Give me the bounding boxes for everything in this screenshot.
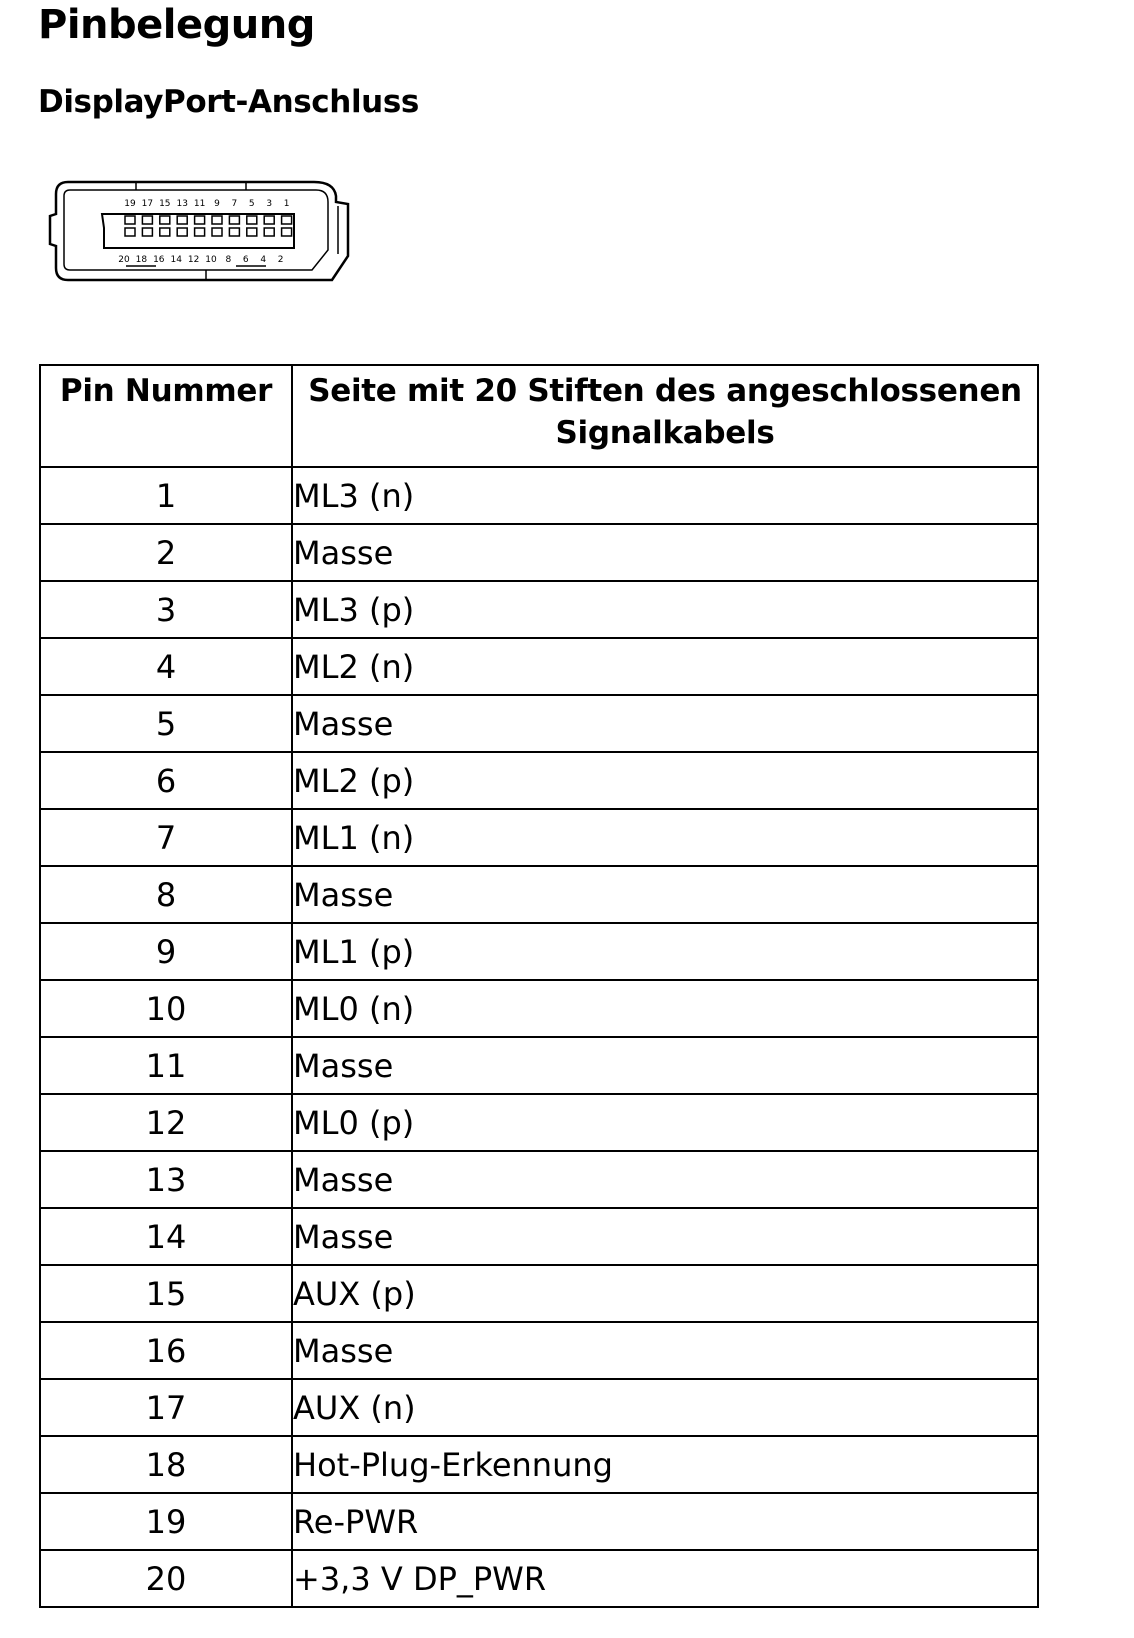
table-row <box>40 695 1038 752</box>
connector-pin-top <box>212 216 222 224</box>
connector-pin-bottom <box>125 228 135 236</box>
connector-pin-label-top: 17 <box>141 199 154 209</box>
connector-pin-bottom <box>142 228 152 236</box>
table-row <box>40 752 1038 809</box>
connector-outer-shell <box>50 182 348 280</box>
connector-pin-top <box>229 216 239 224</box>
connector-pin-label-bottom: 6 <box>242 255 249 265</box>
signal-cell: Hot-Plug-Erkennung <box>292 1436 1038 1493</box>
connector-pin-top <box>125 216 135 224</box>
pin-number-cell: 2 <box>40 524 292 581</box>
table-header-row <box>40 365 1038 467</box>
connector-pin-top <box>160 216 170 224</box>
table-row <box>40 1094 1038 1151</box>
table-row <box>40 1151 1038 1208</box>
connector-pin-label-top: 7 <box>231 199 238 209</box>
signal-cell: ML2 (n) <box>292 638 1038 695</box>
connector-pin-top <box>282 216 292 224</box>
connector-pin-label-top: 19 <box>124 199 136 209</box>
connector-pin-bottom <box>282 228 292 236</box>
connector-pin-label-bottom: 4 <box>260 255 267 265</box>
pin-number-cell: 15 <box>40 1265 292 1322</box>
connector-pin-label-bottom: 10 <box>205 255 217 265</box>
connector-pin-top <box>247 216 257 224</box>
signal-cell: AUX (n) <box>292 1379 1038 1436</box>
signal-cell: Masse <box>292 524 1038 581</box>
connector-pin-bottom <box>264 228 274 236</box>
pin-number-cell: 12 <box>40 1094 292 1151</box>
signal-cell: Masse <box>292 1208 1038 1265</box>
connector-pin-top <box>177 216 187 224</box>
connector-pin-label-bottom: 18 <box>135 255 148 265</box>
pin-number-cell: 13 <box>40 1151 292 1208</box>
pin-number-cell: 8 <box>40 866 292 923</box>
pin-number-cell: 11 <box>40 1037 292 1094</box>
connector-pin-label-top: 13 <box>176 199 188 209</box>
connector-pin-label-top: 5 <box>248 199 255 209</box>
connector-pin-label-bottom: 14 <box>170 255 182 265</box>
table-row <box>40 1265 1038 1322</box>
table-row <box>40 467 1038 524</box>
pin-assignment-table <box>39 364 1039 1608</box>
connector-pin-bottom <box>247 228 257 236</box>
table-row <box>40 866 1038 923</box>
table-row <box>40 809 1038 866</box>
table-row <box>40 581 1038 638</box>
signal-cell: Masse <box>292 695 1038 752</box>
table-row <box>40 1037 1038 1094</box>
signal-cell: Re-PWR <box>292 1493 1038 1550</box>
connector-pin-label-top: 15 <box>159 199 171 209</box>
signal-cell: Masse <box>292 1037 1038 1094</box>
table-row <box>40 923 1038 980</box>
pin-number-cell: 14 <box>40 1208 292 1265</box>
connector-pin-label-bottom: 16 <box>153 255 165 265</box>
table-row <box>40 1322 1038 1379</box>
signal-cell: Masse <box>292 866 1038 923</box>
pin-rows <box>40 467 1038 1607</box>
signal-cell: ML1 (n) <box>292 809 1038 866</box>
connector-pin-label-top: 1 <box>283 199 290 209</box>
connector-pin-label-bottom: 12 <box>187 255 200 265</box>
pin-number-cell: 20 <box>40 1550 292 1607</box>
signal-cell: ML1 (p) <box>292 923 1038 980</box>
connector-pin-label-bottom: 8 <box>225 255 232 265</box>
pin-number-cell: 4 <box>40 638 292 695</box>
connector-top-labels <box>124 199 289 209</box>
connector-pin-tongue <box>102 214 294 248</box>
table-row <box>40 1379 1038 1436</box>
connector-pin-label-top: 11 <box>193 199 206 209</box>
signal-cell: ML0 (n) <box>292 980 1038 1037</box>
pin-number-cell: 17 <box>40 1379 292 1436</box>
connector-pin-bottom <box>160 228 170 236</box>
page-title: Pinbelegung <box>38 2 315 48</box>
connector-pin-bottom <box>229 228 239 236</box>
signal-cell: ML3 (n) <box>292 467 1038 524</box>
connector-pin-top <box>264 216 274 224</box>
table-row <box>40 638 1038 695</box>
connector-pins <box>125 216 292 236</box>
section-title: DisplayPort-Anschluss <box>38 84 419 120</box>
pin-number-cell: 1 <box>40 467 292 524</box>
pin-number-cell: 19 <box>40 1493 292 1550</box>
signal-cell: ML2 (p) <box>292 752 1038 809</box>
connector-bottom-labels <box>118 255 283 265</box>
displayport-connector-diagram <box>46 176 358 302</box>
pin-number-cell: 5 <box>40 695 292 752</box>
pin-number-cell: 7 <box>40 809 292 866</box>
table-row <box>40 1550 1038 1607</box>
connector-pin-bottom <box>212 228 222 236</box>
pin-number-cell: 6 <box>40 752 292 809</box>
table-row <box>40 1436 1038 1493</box>
header-pin-number: Pin Nummer <box>40 365 292 467</box>
table-row <box>40 1493 1038 1550</box>
pin-number-cell: 10 <box>40 980 292 1037</box>
table-row <box>40 524 1038 581</box>
connector-pin-label-bottom: 2 <box>277 255 284 265</box>
signal-cell: Masse <box>292 1322 1038 1379</box>
signal-cell: ML0 (p) <box>292 1094 1038 1151</box>
connector-pin-label-bottom: 20 <box>118 255 130 265</box>
connector-pin-bottom <box>177 228 187 236</box>
connector-pin-top <box>195 216 205 224</box>
signal-cell: ML3 (p) <box>292 581 1038 638</box>
table-row <box>40 980 1038 1037</box>
signal-cell: +3,3 V DP_PWR <box>292 1550 1038 1607</box>
signal-cell: Masse <box>292 1151 1038 1208</box>
pin-number-cell: 9 <box>40 923 292 980</box>
connector-pin-label-top: 3 <box>266 199 273 209</box>
connector-pin-top <box>142 216 152 224</box>
connector-pin-label-top: 9 <box>214 199 220 209</box>
pin-number-cell: 16 <box>40 1322 292 1379</box>
header-signal: Seite mit 20 Stiften des angeschlossenen Signalkabels <box>292 365 1038 467</box>
signal-cell: AUX (p) <box>292 1265 1038 1322</box>
pin-number-cell: 3 <box>40 581 292 638</box>
table-row <box>40 1208 1038 1265</box>
pin-number-cell: 18 <box>40 1436 292 1493</box>
connector-pin-bottom <box>195 228 205 236</box>
